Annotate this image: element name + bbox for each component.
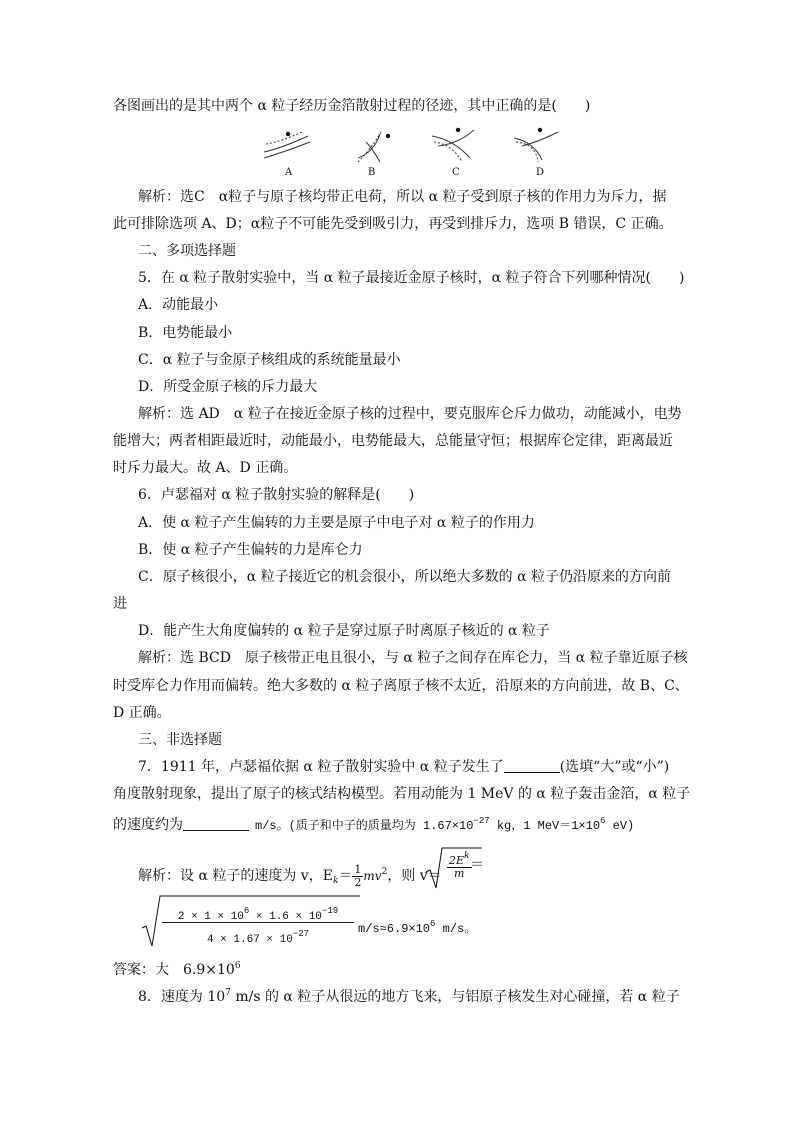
q7-stem-3a: 的速度约为 <box>113 817 183 833</box>
q6-option-c-line2: 进 <box>113 596 127 612</box>
option-d-trajectory <box>514 128 558 162</box>
q6-stem: 6．卢瑟福对 α 粒子散射实验的解释是( ) <box>138 487 415 503</box>
q7-answer-text: 答案：大 6.9×10 <box>113 962 235 978</box>
q7-result <box>358 915 476 938</box>
q7-stem-3-exp: −27 <box>473 816 490 826</box>
q7-stem-1a: 7．1911 年，卢瑟福依据 α 粒子散射实验中 α 粒子发生了 <box>138 759 504 775</box>
sqrt1-numerator <box>447 850 472 868</box>
q7-analysis-k: k <box>332 876 339 886</box>
q7-analysis-d: ，则 v＝ <box>387 868 442 884</box>
q7-stem-3c: kg，1 MeV＝1×10 <box>489 819 601 833</box>
q5-stem: 5．在 α 粒子散射实验中，当 α 粒子最接近金原子核时，α 粒子符合下列哪种情况( ) <box>138 270 685 286</box>
q5-option-d: D．所受金原子核的斥力最大 <box>138 379 318 395</box>
half-denominator: 2 <box>354 875 362 889</box>
section-non-choice: 三、非选择题 <box>138 732 222 748</box>
q6-analysis-line3: D 正确。 <box>113 705 171 721</box>
q8-stem-b: m/s 的 α 粒子从很远的地方飞来，与铝原子核发生对心碰撞，若 α 粒子 <box>230 989 680 1005</box>
half-fraction <box>352 864 363 889</box>
q7-blank-2[interactable] <box>183 816 249 831</box>
q6-option-b: B．使 α 粒子产生偏转的力是库仑力 <box>138 542 363 558</box>
sqrt2-fraction-bar <box>162 922 354 923</box>
q7-analysis-c-exp: 2 <box>381 867 388 877</box>
q7-analysis-b: ＝ <box>338 868 353 884</box>
q6-option-a: A．使 α 粒子产生偏转的力主要是原子中电子对 α 粒子的作用力 <box>138 515 535 531</box>
q7-result-exp: 6 <box>430 919 436 929</box>
q7-stem-3-exp2: 6 <box>600 816 606 826</box>
q5-analysis-line1: 解析：选 AD α 粒子在接近金原子核的过程中，要克服库仑斥力做功，动能减小，电势 <box>138 406 682 422</box>
q7-result-text: m/s≈6.9×10 <box>358 922 431 936</box>
q4-trajectory-figure <box>262 122 562 178</box>
figure-label-c: C <box>452 167 460 178</box>
q5-option-a: A．动能最小 <box>138 297 219 313</box>
q7-stem-line1 <box>138 758 669 776</box>
q8-stem <box>138 984 680 1006</box>
sqrt1-frac <box>447 850 472 880</box>
q7-result-unit: m/s。 <box>435 922 477 936</box>
sqrt2-num-exp1: 6 <box>243 906 250 916</box>
q7-answer <box>113 957 241 979</box>
trajectory-diagram <box>262 122 562 178</box>
q7-answer-exp: 6 <box>234 961 241 971</box>
half-numerator: 1 <box>354 862 362 876</box>
q6-analysis-line1: 解析：选 BCD 原子核带正电且很小，与 α 粒子之间存在库仑力，当 α 粒子靠近原子核 <box>138 650 688 666</box>
sqrt1-fraction <box>447 850 472 880</box>
option-a-trajectory <box>264 132 310 158</box>
sqrt2-num-a: 2 × 1 × 10 <box>177 911 244 923</box>
q4-analysis-line2: 此可排除选项 A、D；α粒子不可能先受到吸引力，再受到排斥力，选项 B 错误，C 正确。 <box>113 216 673 232</box>
q7-analysis-a: 解析：设 α 粒子的速度为 v，E <box>138 868 333 884</box>
sqrt2-num-mid: × 1.6 × 10 <box>249 911 322 923</box>
q7-blank-1[interactable] <box>504 758 560 773</box>
q5-option-c: C．α 粒子与金原子核组成的系统能量最小 <box>138 352 401 368</box>
q8-stem-exp: 7 <box>225 988 231 998</box>
q7-stem-line2: 角度散射现象，提出了原子的核式结构模型。若用动能为 1 MeV 的 α 粒子轰击金箔，α 粒子 <box>113 786 691 802</box>
sqrt2-num-exp2: −19 <box>321 906 339 916</box>
option-c-trajectory <box>432 128 474 162</box>
figure-label-b: B <box>368 167 376 178</box>
q7-analysis-c: mv <box>363 869 382 883</box>
section-multiple-choice: 二、多项选择题 <box>138 243 236 259</box>
sqrt1-num-text: 2E <box>449 854 465 867</box>
sqrt2-den-exp: −27 <box>292 929 310 939</box>
q6-option-d: D．能产生大角度偏转的 α 粒子是穿过原子时离原子核近的 α 粒子 <box>138 623 550 639</box>
q4-stem: 各图画出的是其中两个 α 粒子经历金箔散射过程的径迹，其中正确的是( ) <box>113 98 591 114</box>
q4-analysis-line1: 解析：选C α粒子与原子核均带正电荷，所以 α 粒子受到原子核的作用力为斥力，据 <box>138 189 667 205</box>
q7-analysis-formula <box>138 857 442 896</box>
q5-analysis-line3: 时斥力最大。故 A、D 正确。 <box>113 460 298 476</box>
figure-label-a: A <box>285 167 293 178</box>
q6-analysis-line2: 时受库仑力作用而偏转。绝大多数的 α 粒子离原子核不太近，沿原来的方向前进，故 B、C、 <box>113 678 689 694</box>
sqrt1-denominator: m <box>454 867 465 880</box>
q7-stem-3d: eV) <box>605 819 635 833</box>
sqrt2-den-a: 4 × 1.67 × 10 <box>206 934 293 946</box>
q6-option-c-line1: C．原子核很小，α 粒子接近它的机会很小，所以绝大多数的 α 粒子仍沿原来的方向前 <box>138 569 671 585</box>
q7-stem-line3 <box>113 812 634 835</box>
q7-stem-3b: m/s。(质子和中子的质量均为 1.67×10 <box>255 819 474 833</box>
option-b-trajectory <box>358 130 390 162</box>
sqrt1-num-sub: k <box>464 851 470 861</box>
q7-stem-1b: (选填“大”或“小”) <box>559 759 670 775</box>
figure-label-d: D <box>536 167 545 178</box>
q8-stem-a: 8．速度为 10 <box>138 989 226 1005</box>
sqrt2-denominator <box>160 926 356 948</box>
q5-option-b: B．电势能最小 <box>138 325 233 341</box>
q5-analysis-line2: 能增大；两者相距最近时，动能最小，电势能最大，总能量守恒；根据库仑定律，距离最近 <box>113 433 673 449</box>
q7-analysis-eq: ＝ <box>470 857 484 873</box>
